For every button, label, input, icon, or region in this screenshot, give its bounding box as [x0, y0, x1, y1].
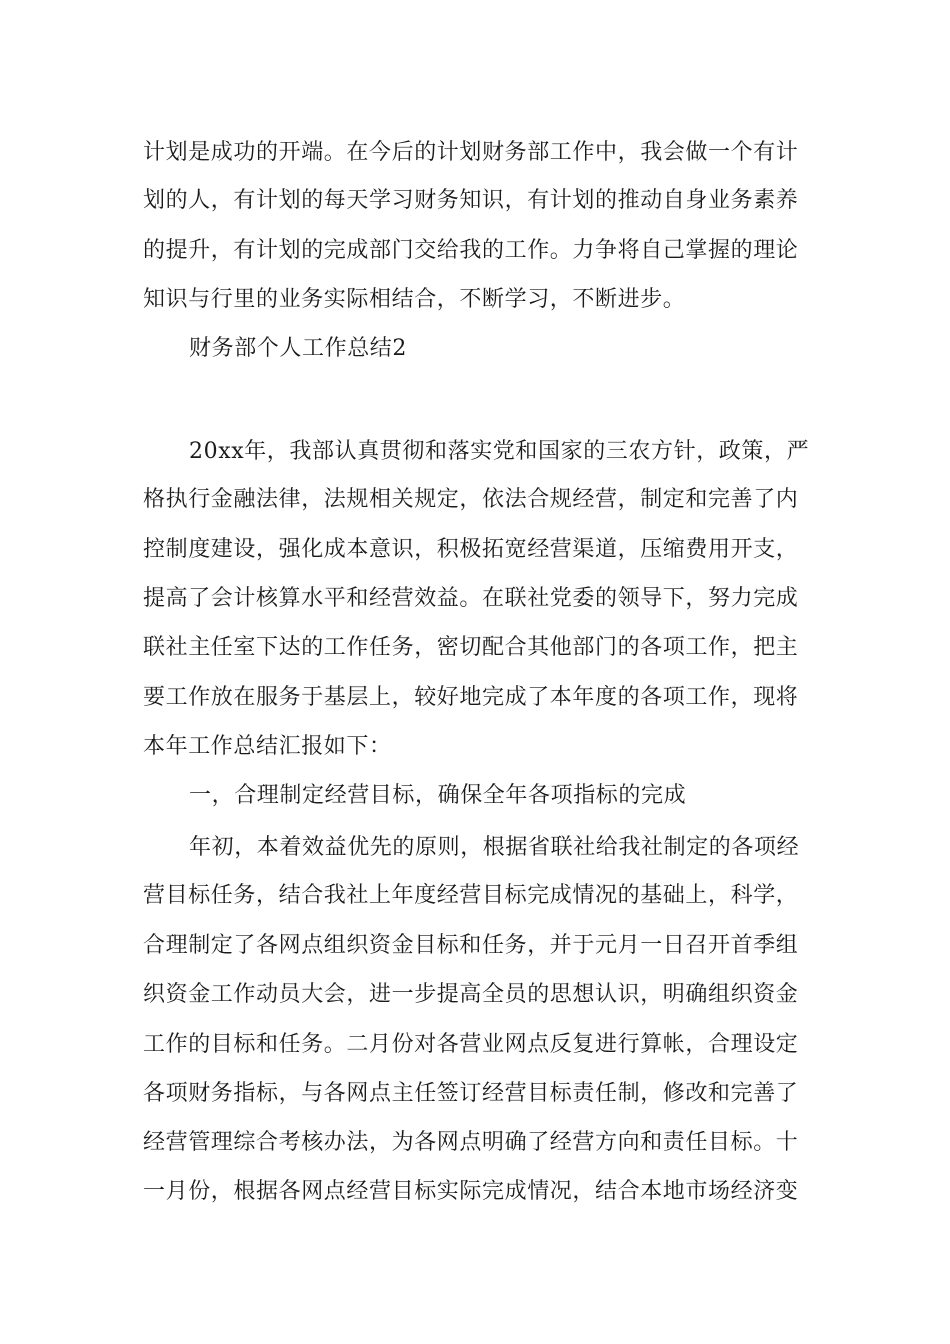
paragraph-line: 工作的目标和任务。二月份对各营业网点反复进行算帐，合理设定 [143, 1032, 799, 1057]
paragraph-line: 一月份，根据各网点经营目标实际完成情况，结合本地市场经济变 [143, 1179, 799, 1204]
paragraph-line: 经营管理综合考核办法，为各网点明确了经营方向和责任目标。十 [143, 1130, 799, 1155]
paragraph-line: 织资金工作动员大会，进一步提高全员的思想认识，明确组织资金 [143, 982, 799, 1007]
subsection-heading: 一，合理制定经营目标，确保全年各项指标的完成 [189, 783, 687, 808]
paragraph-line: 要工作放在服务于基层上，较好地完成了本年度的各项工作，现将 [143, 685, 799, 710]
paragraph-line: 划的人，有计划的每天学习财务知识，有计划的推动自身业务素养 [143, 188, 799, 213]
paragraph-line: 营目标任务，结合我社上年度经营目标完成情况的基础上，科学， [143, 883, 799, 908]
paragraph-line: 合理制定了各网点组织资金目标和任务，并于元月一日召开首季组 [143, 933, 799, 958]
paragraph-line: 年初，本着效益优先的原则，根据省联社给我社制定的各项经 [189, 835, 800, 860]
paragraph-line: 联社主任室下达的工作任务，密切配合其他部门的各项工作，把主 [143, 635, 799, 660]
paragraph-line: 的提升，有计划的完成部门交给我的工作。力争将自己掌握的理论 [143, 238, 799, 263]
paragraph-line: 提高了会计核算水平和经营效益。在联社党委的领导下，努力完成 [143, 586, 799, 611]
paragraph-line: 本年工作总结汇报如下： [143, 734, 392, 759]
paragraph-line: 控制度建设，强化成本意识，积极拓宽经营渠道，压缩费用开支， [143, 537, 799, 562]
section-heading: 财务部个人工作总结2 [189, 336, 407, 361]
paragraph-line: 格执行金融法律，法规相关规定，依法合规经营，制定和完善了内 [143, 487, 799, 512]
paragraph-line: 计划是成功的开端。在今后的计划财务部工作中，我会做一个有计 [143, 140, 799, 165]
paragraph-line: 知识与行里的业务实际相结合，不断学习，不断进步。 [143, 287, 686, 312]
paragraph-line: 各项财务指标，与各网点主任签订经营目标责任制，修改和完善了 [143, 1081, 799, 1106]
paragraph-line: 20xx年，我部认真贯彻和落实党和国家的三农方针，政策，严 [189, 439, 810, 464]
